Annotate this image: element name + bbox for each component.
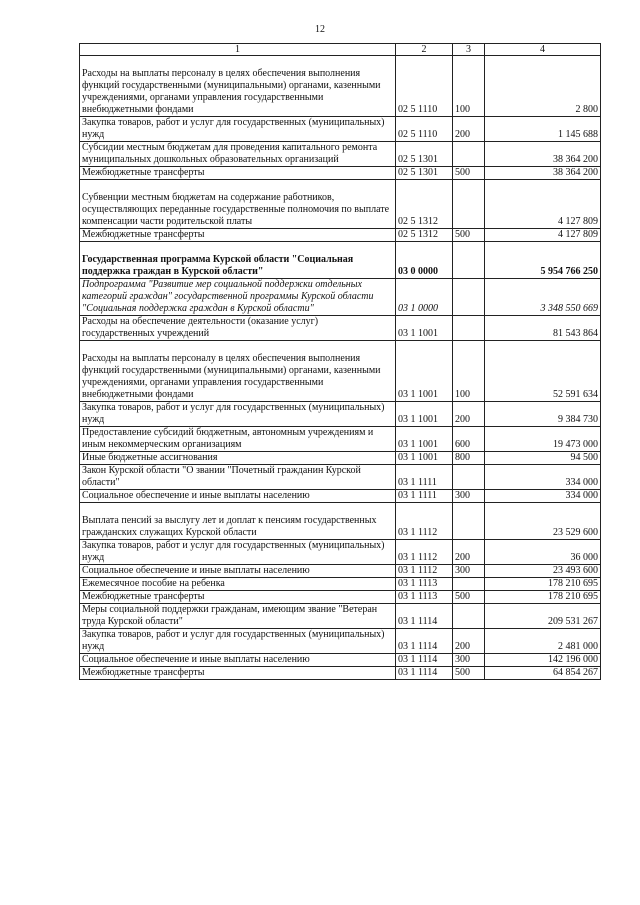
table-row bbox=[80, 402, 601, 427]
row-name: Государственная программа Курской области "Социальная поддержка граждан в Курской области" bbox=[80, 242, 396, 279]
row-code: 03 1 1114 bbox=[396, 629, 453, 654]
row-amount: 38 364 200 bbox=[485, 142, 601, 167]
table-row bbox=[80, 142, 601, 167]
row-code: 02 5 1110 bbox=[396, 56, 453, 117]
row-name: Социальное обеспечение и иные выплаты населению bbox=[80, 565, 396, 578]
row-amount: 1 145 688 bbox=[485, 117, 601, 142]
row-name: Закон Курской области "О звании "Почетный гражданин Курской области" bbox=[80, 465, 396, 490]
row-code: 03 1 1114 bbox=[396, 604, 453, 629]
budget-table bbox=[79, 43, 601, 680]
row-code: 03 1 1001 bbox=[396, 341, 453, 402]
row-expense-type: 100 bbox=[453, 56, 485, 117]
row-name: Ежемесячное пособие на ребенка bbox=[80, 578, 396, 591]
row-code: 03 1 1112 bbox=[396, 540, 453, 565]
table-row bbox=[80, 540, 601, 565]
table-row bbox=[80, 56, 601, 117]
table-row bbox=[80, 490, 601, 503]
row-expense-type: 200 bbox=[453, 402, 485, 427]
row-name: Предоставление субсидий бюджетным, автономным учреждениям и иным некоммерческим организациям bbox=[80, 427, 396, 452]
table-body bbox=[80, 56, 601, 680]
table-row bbox=[80, 503, 601, 540]
row-expense-type bbox=[453, 465, 485, 490]
row-expense-type: 200 bbox=[453, 540, 485, 565]
row-code: 03 1 0000 bbox=[396, 279, 453, 316]
row-amount: 5 954 766 250 bbox=[485, 242, 601, 279]
row-amount: 178 210 695 bbox=[485, 578, 601, 591]
row-amount: 64 854 267 bbox=[485, 667, 601, 680]
row-name: Расходы на выплаты персоналу в целях обеспечения выполнения функций государственными (муниципальными) органами, казенными учреждениями, органами управления государственными внебюджетными фондами bbox=[80, 341, 396, 402]
row-code: 02 5 1301 bbox=[396, 142, 453, 167]
row-code: 03 1 1001 bbox=[396, 316, 453, 341]
row-amount: 209 531 267 bbox=[485, 604, 601, 629]
table-row bbox=[80, 229, 601, 242]
table-row bbox=[80, 180, 601, 229]
table-row bbox=[80, 452, 601, 465]
row-code: 03 1 1111 bbox=[396, 490, 453, 503]
row-name: Субсидии местным бюджетам для проведения капитального ремонта муниципальных дошкольных образовательных организаций bbox=[80, 142, 396, 167]
table-row bbox=[80, 242, 601, 279]
table-row bbox=[80, 117, 601, 142]
header-col-1: 1 bbox=[80, 44, 396, 56]
row-name: Социальное обеспечение и иные выплаты населению bbox=[80, 654, 396, 667]
table-row bbox=[80, 279, 601, 316]
row-code: 03 1 1113 bbox=[396, 578, 453, 591]
row-name: Закупка товаров, работ и услуг для государственных (муниципальных) нужд bbox=[80, 117, 396, 142]
row-code: 02 5 1312 bbox=[396, 229, 453, 242]
page-number: 12 bbox=[315, 24, 325, 35]
row-expense-type: 300 bbox=[453, 654, 485, 667]
row-name: Расходы на выплаты персоналу в целях обеспечения выполнения функций государственными (муниципальными) органами, казенными учреждениями, органами управления государственными внебюджетными фондами bbox=[80, 56, 396, 117]
row-expense-type: 100 bbox=[453, 341, 485, 402]
row-amount: 178 210 695 bbox=[485, 591, 601, 604]
row-code: 02 5 1312 bbox=[396, 180, 453, 229]
row-code: 03 1 1111 bbox=[396, 465, 453, 490]
row-code: 03 1 1112 bbox=[396, 503, 453, 540]
row-name: Межбюджетные трансферты bbox=[80, 167, 396, 180]
row-name: Субвенции местным бюджетам на содержание работников, осуществляющих переданные государственные полномочия по выплате компенсации части родительской платы bbox=[80, 180, 396, 229]
row-expense-type bbox=[453, 604, 485, 629]
row-code: 03 1 1001 bbox=[396, 402, 453, 427]
row-amount: 142 196 000 bbox=[485, 654, 601, 667]
table-row bbox=[80, 465, 601, 490]
table-row bbox=[80, 629, 601, 654]
row-expense-type bbox=[453, 242, 485, 279]
row-expense-type: 300 bbox=[453, 565, 485, 578]
row-amount: 4 127 809 bbox=[485, 229, 601, 242]
row-amount: 2 481 000 bbox=[485, 629, 601, 654]
header-col-3: 3 bbox=[453, 44, 485, 56]
row-expense-type bbox=[453, 503, 485, 540]
row-code: 03 1 1114 bbox=[396, 654, 453, 667]
row-name: Выплата пенсий за выслугу лет и доплат к пенсиям государственных гражданских служащих Курской области bbox=[80, 503, 396, 540]
row-amount: 36 000 bbox=[485, 540, 601, 565]
row-code: 03 0 0000 bbox=[396, 242, 453, 279]
table-row bbox=[80, 427, 601, 452]
row-code: 03 1 1112 bbox=[396, 565, 453, 578]
row-amount: 94 500 bbox=[485, 452, 601, 465]
table-row bbox=[80, 654, 601, 667]
row-expense-type bbox=[453, 142, 485, 167]
row-amount: 23 529 600 bbox=[485, 503, 601, 540]
row-expense-type: 200 bbox=[453, 629, 485, 654]
table-header-row bbox=[80, 44, 601, 56]
row-name: Межбюджетные трансферты bbox=[80, 229, 396, 242]
row-amount: 19 473 000 bbox=[485, 427, 601, 452]
row-amount: 334 000 bbox=[485, 465, 601, 490]
table-row bbox=[80, 167, 601, 180]
row-expense-type: 200 bbox=[453, 117, 485, 142]
row-expense-type bbox=[453, 578, 485, 591]
row-code: 03 1 1113 bbox=[396, 591, 453, 604]
table-row bbox=[80, 565, 601, 578]
row-name: Социальное обеспечение и иные выплаты населению bbox=[80, 490, 396, 503]
row-name: Закупка товаров, работ и услуг для государственных (муниципальных) нужд bbox=[80, 540, 396, 565]
row-code: 02 5 1301 bbox=[396, 167, 453, 180]
header-col-2: 2 bbox=[396, 44, 453, 56]
row-code: 03 1 1001 bbox=[396, 427, 453, 452]
row-name: Межбюджетные трансферты bbox=[80, 591, 396, 604]
row-amount: 23 493 600 bbox=[485, 565, 601, 578]
row-name: Закупка товаров, работ и услуг для государственных (муниципальных) нужд bbox=[80, 629, 396, 654]
row-code: 02 5 1110 bbox=[396, 117, 453, 142]
row-name: Межбюджетные трансферты bbox=[80, 667, 396, 680]
row-expense-type: 600 bbox=[453, 427, 485, 452]
row-name: Закупка товаров, работ и услуг для государственных (муниципальных) нужд bbox=[80, 402, 396, 427]
row-expense-type: 800 bbox=[453, 452, 485, 465]
row-expense-type bbox=[453, 316, 485, 341]
table-row bbox=[80, 604, 601, 629]
row-amount: 334 000 bbox=[485, 490, 601, 503]
row-name: Меры социальной поддержки гражданам, имеющим звание "Ветеран труда Курской области" bbox=[80, 604, 396, 629]
table-row bbox=[80, 341, 601, 402]
table-row bbox=[80, 667, 601, 680]
row-amount: 9 384 730 bbox=[485, 402, 601, 427]
row-expense-type: 500 bbox=[453, 229, 485, 242]
table-row bbox=[80, 591, 601, 604]
row-name: Подпрограмма "Развитие мер социальной поддержки отдельных категорий граждан" государственной программы Курской области "Социальная поддержка граждан в Курской области" bbox=[80, 279, 396, 316]
row-expense-type: 500 bbox=[453, 667, 485, 680]
row-expense-type bbox=[453, 279, 485, 316]
table-row bbox=[80, 316, 601, 341]
row-expense-type: 500 bbox=[453, 167, 485, 180]
row-expense-type: 500 bbox=[453, 591, 485, 604]
row-amount: 81 543 864 bbox=[485, 316, 601, 341]
row-amount: 4 127 809 bbox=[485, 180, 601, 229]
row-amount: 2 800 bbox=[485, 56, 601, 117]
row-amount: 3 348 550 669 bbox=[485, 279, 601, 316]
row-expense-type bbox=[453, 180, 485, 229]
row-name: Иные бюджетные ассигнования bbox=[80, 452, 396, 465]
row-amount: 38 364 200 bbox=[485, 167, 601, 180]
row-code: 03 1 1114 bbox=[396, 667, 453, 680]
row-expense-type: 300 bbox=[453, 490, 485, 503]
row-code: 03 1 1001 bbox=[396, 452, 453, 465]
row-name: Расходы на обеспечение деятельности (оказание услуг) государственных учреждений bbox=[80, 316, 396, 341]
header-col-4: 4 bbox=[485, 44, 601, 56]
row-amount: 52 591 634 bbox=[485, 341, 601, 402]
table-row bbox=[80, 578, 601, 591]
